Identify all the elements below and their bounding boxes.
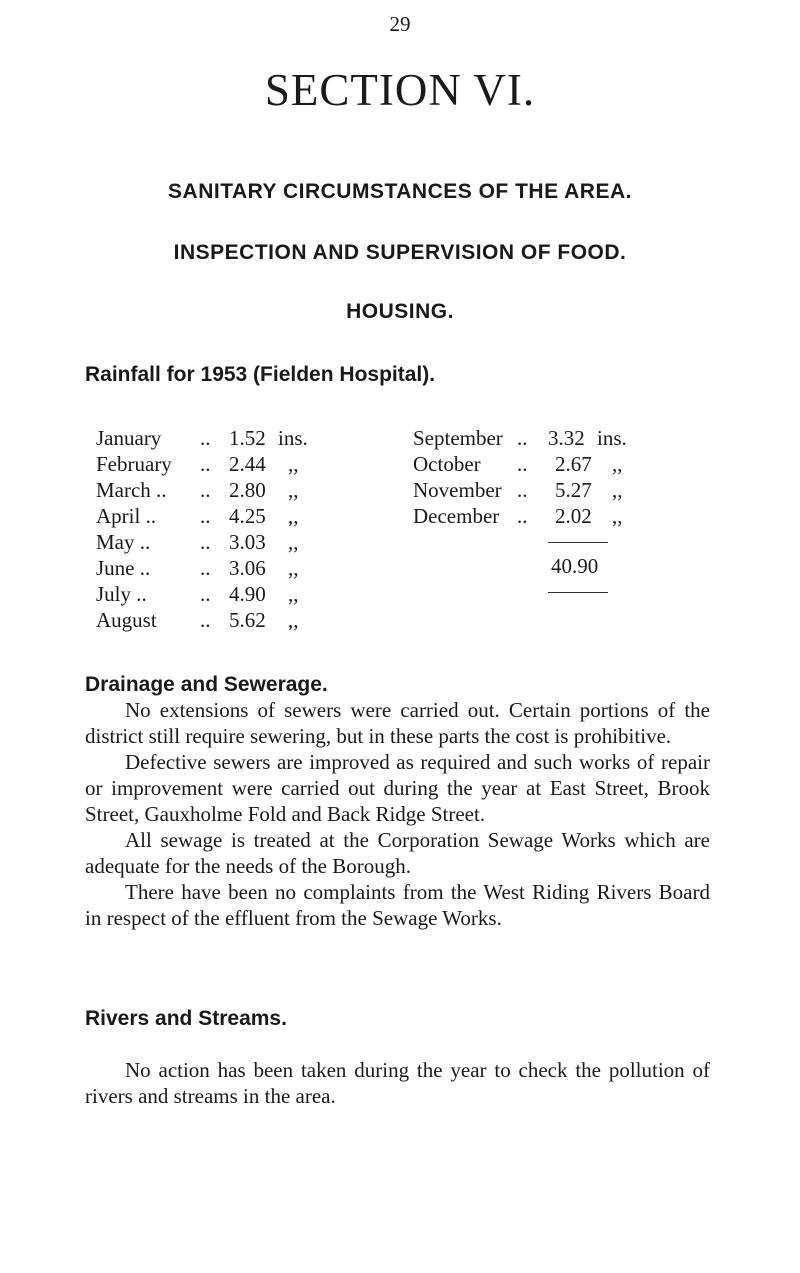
rainfall-value: 2.80 bbox=[229, 478, 266, 502]
paragraph: No extensions of sewers were carried out. Certain portions of the district still require sewering, but in these parts the cost is prohibitive. bbox=[85, 698, 710, 748]
rainfall-value: 2.02 bbox=[555, 504, 592, 528]
rainfall-unit: ,, bbox=[288, 452, 299, 476]
rainfall-month: July .. bbox=[96, 582, 147, 606]
rainfall-month: March .. bbox=[96, 478, 167, 502]
rainfall-month: May .. bbox=[96, 530, 151, 554]
leader-dots: .. bbox=[200, 608, 211, 632]
rainfall-unit: ,, bbox=[288, 556, 299, 580]
total-rule-bottom bbox=[548, 592, 608, 593]
leader-dots: .. bbox=[517, 426, 528, 450]
rainfall-unit: ins. bbox=[597, 426, 627, 450]
rainfall-unit: ,, bbox=[612, 452, 623, 476]
rainfall-month: September bbox=[413, 426, 503, 450]
rainfall-unit: ,, bbox=[288, 530, 299, 554]
rainfall-value: 1.52 bbox=[229, 426, 266, 450]
leader-dots: .. bbox=[200, 556, 211, 580]
page-number: 29 bbox=[389, 12, 411, 36]
rainfall-unit: ,, bbox=[288, 478, 299, 502]
paragraph: Defective sewers are improved as required and such works of repair or improvement were carried out during the year at East Street, Brook Street, Gauxholme Fold and Back Ridge Street. bbox=[85, 750, 710, 826]
drainage-heading: Drainage and Sewerage. bbox=[85, 673, 328, 696]
rainfall-month: April .. bbox=[96, 504, 157, 528]
section-title: SECTION VI. bbox=[264, 65, 536, 115]
leader-dots: .. bbox=[200, 530, 211, 554]
rainfall-month: November bbox=[413, 478, 502, 502]
rainfall-value: 2.67 bbox=[555, 452, 592, 476]
rainfall-value: 3.06 bbox=[229, 556, 266, 580]
rainfall-value: 5.27 bbox=[555, 478, 592, 502]
rainfall-unit: ,, bbox=[288, 608, 299, 632]
rainfall-month: February bbox=[96, 452, 172, 476]
rainfall-unit: ,, bbox=[612, 504, 623, 528]
rainfall-unit: ,, bbox=[288, 504, 299, 528]
rainfall-total: 40.90 bbox=[551, 554, 599, 578]
leader-dots: .. bbox=[200, 426, 211, 450]
leader-dots: .. bbox=[200, 452, 211, 476]
rainfall-value: 2.44 bbox=[229, 452, 266, 476]
rainfall-value: 3.03 bbox=[229, 530, 266, 554]
rainfall-value: 3.32 bbox=[548, 426, 585, 450]
subheading-inspection: INSPECTION AND SUPERVISION OF FOOD. bbox=[173, 241, 627, 264]
rainfall-value: 5.62 bbox=[229, 608, 266, 632]
subheading-sanitary: SANITARY CIRCUMSTANCES OF THE AREA. bbox=[168, 180, 632, 203]
rainfall-value: 4.90 bbox=[229, 582, 266, 606]
rivers-heading: Rivers and Streams. bbox=[85, 1007, 287, 1030]
leader-dots: .. bbox=[517, 478, 528, 502]
leader-dots: .. bbox=[517, 504, 528, 528]
rainfall-month: June .. bbox=[96, 556, 151, 580]
drainage-body bbox=[85, 697, 710, 931]
paragraph: No action has been taken during the year to check the pollution of rivers and streams in the area. bbox=[85, 1058, 710, 1108]
rainfall-month: December bbox=[413, 504, 500, 528]
rainfall-month: January bbox=[96, 426, 162, 450]
rainfall-unit: ,, bbox=[612, 478, 623, 502]
total-rule-top bbox=[548, 542, 608, 543]
leader-dots: .. bbox=[517, 452, 528, 476]
paragraph: There have been no complaints from the West Riding Rivers Board in respect of the effluent from the Sewage Works. bbox=[85, 880, 710, 930]
rainfall-value: 4.25 bbox=[229, 504, 266, 528]
leader-dots: .. bbox=[200, 478, 211, 502]
rainfall-title: Rainfall for 1953 (Fielden Hospital). bbox=[85, 363, 436, 386]
rainfall-unit: ins. bbox=[278, 426, 308, 450]
leader-dots: .. bbox=[200, 504, 211, 528]
rainfall-unit: ,, bbox=[288, 582, 299, 606]
rivers-body bbox=[85, 1057, 710, 1109]
leader-dots: .. bbox=[200, 582, 211, 606]
subheading-housing: HOUSING. bbox=[346, 300, 454, 323]
paragraph: All sewage is treated at the Corporation Sewage Works which are adequate for the needs of the Borough. bbox=[85, 828, 710, 878]
rainfall-month: August bbox=[96, 608, 157, 632]
rainfall-month: October bbox=[413, 452, 481, 476]
